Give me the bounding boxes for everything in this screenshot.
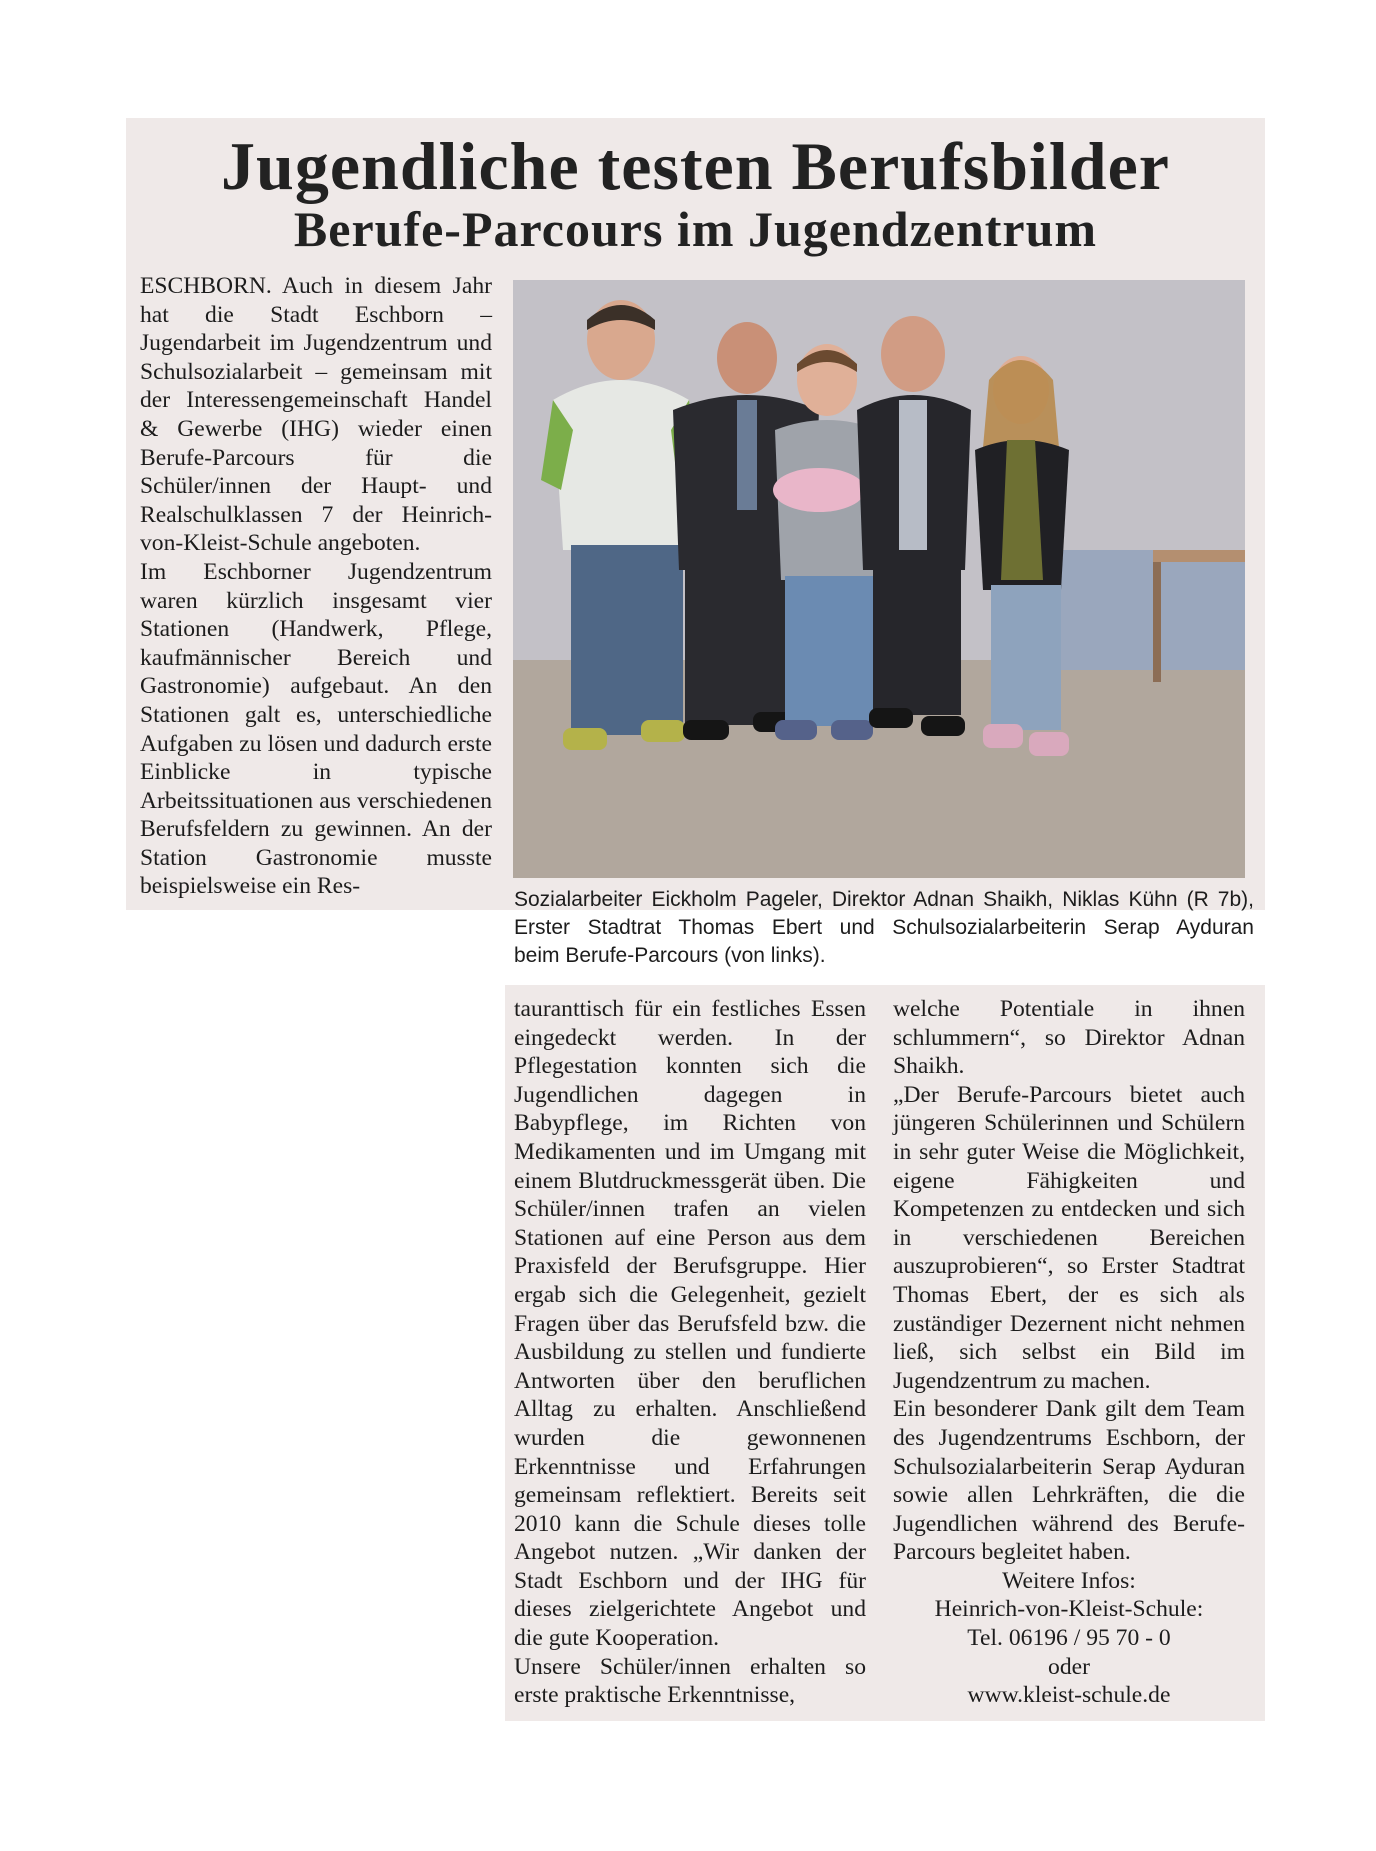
contact-heading: Weitere Infos: — [1002, 1567, 1136, 1594]
person-shoe — [775, 720, 817, 740]
person-shoe — [831, 720, 873, 740]
contact-info — [893, 1567, 1245, 1710]
person-shoe — [983, 724, 1023, 748]
person-shoe — [641, 720, 685, 742]
person-shoe — [921, 716, 965, 736]
person-shirt — [899, 400, 927, 550]
person-jeans — [785, 576, 875, 726]
article-column-left — [140, 272, 492, 901]
photo-table-leg — [1153, 562, 1161, 682]
contact-website: www.kleist-schule.de — [967, 1682, 1171, 1709]
person-hoodie — [553, 380, 689, 550]
article-paragraph: Im Eschborner Jugendzentrum waren kürzlich insgesamt vier Stationen (Handwerk, Pflege, kaufmännischer Bereich und Gastronomie) aufgebaut. An den Stationen galt es, unterschiedliche Aufgaben zu lösen und dadurch erste Einblicke in typische Arbeitssituationen aus verschiedenen Berufsfeldern zu gewinnen. An der Station Gastronomie musste beispielsweise ein Res- — [140, 558, 492, 900]
article-paragraph: tauranttisch für ein festliches Essen eingedeckt werden. In der Pflegestation konnten sich die Jugendlichen dagegen in Babypflege, im Richten von Medikamenten und im Umgang mit einem Blutdruckmessgerät üben. Die Schüler/innen trafen an vielen Stationen auf eine Person aus dem Praxisfeld der Berufsgruppe. Hier ergab sich die Gelegenheit, gezielt Fragen über das Berufsfeld bzw. die Ausbildung zu stellen und fundierte Antworten über den beruflichen Alltag zu erhalten. Anschließend wurden die gewonnenen Erkenntnisse und Erfahrungen gemeinsam reflektiert. Bereits seit 2010 kann die Schule dieses tolle Angebot nutzen. „Wir danken der Stadt Eschborn und der IHG für dieses zielgerichtete Angebot und die gute Kooperation. — [514, 996, 866, 1652]
article-column-middle — [514, 995, 866, 1710]
article-paragraph: Unsere Schüler/innen erhalten so erste praktische Erkenntnisse, — [514, 1653, 866, 1709]
baby-doll — [773, 468, 865, 512]
article-headline: Jugendliche testen Berufsbilder — [221, 128, 1170, 204]
article-paragraph: Ein besonderer Dank gilt dem Team des Jugendzentrums Eschborn, der Schulsozialarbeiterin Serap Ayduran sowie allen Lehrkräften, die die Jugendlichen während des Berufe-Parcours begleitet haben. — [893, 1396, 1245, 1566]
photo-caption-main: Sozialarbeiter Eickholm Pageler, Direktor Adnan Shaikh, Niklas Kühn (R 7b), Erster Stadtrat Thomas Ebert und Schulsozialarbeiterin Serap Ayduran — [514, 888, 1254, 939]
photo-caption-end: beim Berufe-Parcours (von links). — [514, 944, 826, 967]
photo-caption — [514, 886, 1254, 970]
person-head — [881, 316, 945, 392]
group-photo-illustration — [513, 280, 1245, 878]
article-paragraph: „Der Berufe-Parcours bietet auch jüngeren Schülerinnen und Schülern in sehr guter Weise die Möglichkeit, eigene Fähigkeiten und Kompetenzen zu entdecken und sich in verschiedenen Bereichen auszuprobieren“, so Erster Stadtrat Thomas Ebert, der es sich als zuständiger Dezernent nicht nehmen ließ, sich selbst ein Bild im Jugendzentrum zu machen. — [893, 1081, 1245, 1394]
person-jeans — [991, 585, 1061, 730]
person-tie — [737, 400, 757, 510]
contact-school: Heinrich-von-Kleist-Schule: — [934, 1596, 1204, 1623]
person-shoe — [563, 728, 607, 750]
photo-blue-panel — [1033, 550, 1245, 670]
person-jeans — [571, 545, 683, 735]
person-head — [717, 322, 777, 394]
person-shoe — [869, 708, 913, 728]
article-paragraph: ESCHBORN. Auch in diesem Jahr hat die Stadt Eschborn – Jugendarbeit im Jugendzentrum und Schulsozialarbeit – gemeinsam mit der Interessengemeinschaft Handel & Gewerbe (IHG) wieder einen Berufe-Parcours für die Schüler/innen der Haupt- und Realschulklassen 7 der Heinrich-von-Kleist-Schule angeboten. — [140, 273, 492, 557]
contact-or: oder — [1048, 1653, 1090, 1680]
photo-table — [1153, 550, 1245, 562]
article-paragraph: welche Potentiale in ihnen schlummern“, so Direktor Adnan Shaikh. — [893, 996, 1245, 1080]
contact-phone: Tel. 06196 / 95 70 - 0 — [967, 1625, 1171, 1652]
article-subheadline: Berufe-Parcours im Jugendzentrum — [293, 201, 1098, 257]
article-photo — [513, 280, 1245, 878]
article-column-right — [893, 995, 1245, 1710]
person-trousers — [873, 565, 961, 715]
person-shoe — [683, 720, 729, 740]
person-shoe — [1029, 732, 1069, 756]
